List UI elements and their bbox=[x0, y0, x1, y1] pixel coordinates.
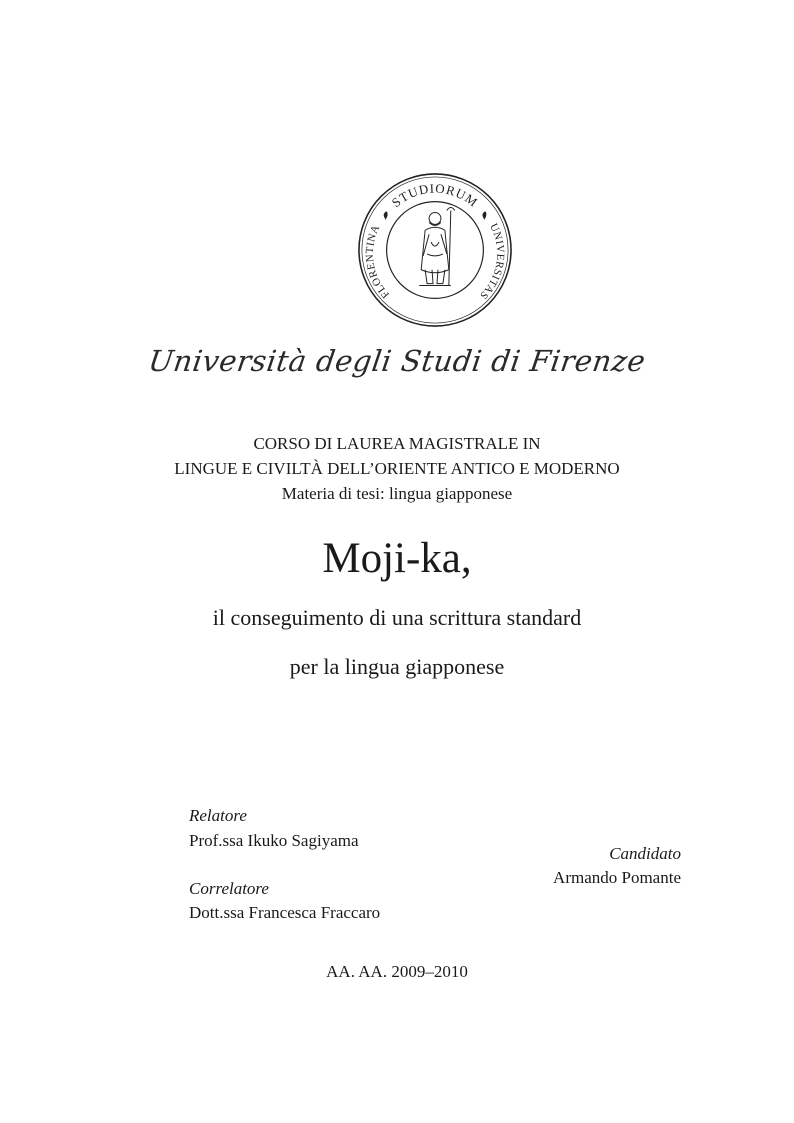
svg-text:UNIVERSITAS: UNIVERSITAS bbox=[477, 221, 507, 302]
thesis-subtitle-line-2: per la lingua giapponese bbox=[289, 654, 505, 679]
university-seal-logo bbox=[356, 171, 514, 329]
relatore-name: Prof.ssa Ikuko Sagiyama bbox=[189, 831, 359, 850]
thesis-subject: Materia di tesi: lingua giapponese bbox=[281, 484, 513, 503]
course-line-2: LINGUE E CIVILTÀ DELL’ORIENTE ANTICO E MODERNO bbox=[174, 459, 620, 478]
course-line-1: CORSO DI LAUREA MAGISTRALE IN bbox=[253, 434, 541, 453]
candidato-label: Candidato bbox=[609, 844, 681, 863]
thesis-subtitle-line-1: il conseguimento di una scrittura standard bbox=[212, 605, 582, 630]
relatore-label: Relatore bbox=[189, 806, 247, 825]
svg-text:STUDIORUM: STUDIORUM bbox=[389, 181, 481, 211]
svg-text:FLORENTINA: FLORENTINA bbox=[363, 223, 392, 301]
candidato-name: Armando Pomante bbox=[553, 868, 681, 887]
correlatore-name: Dott.ssa Francesca Fraccaro bbox=[189, 903, 381, 922]
academic-year: AA. AA. 2009–2010 bbox=[326, 962, 468, 981]
thesis-title: Moji-ka, bbox=[322, 535, 472, 582]
university-name-script-logo: Università degli Studi di Firenze bbox=[146, 344, 648, 378]
correlatore-label: Correlatore bbox=[189, 879, 269, 898]
